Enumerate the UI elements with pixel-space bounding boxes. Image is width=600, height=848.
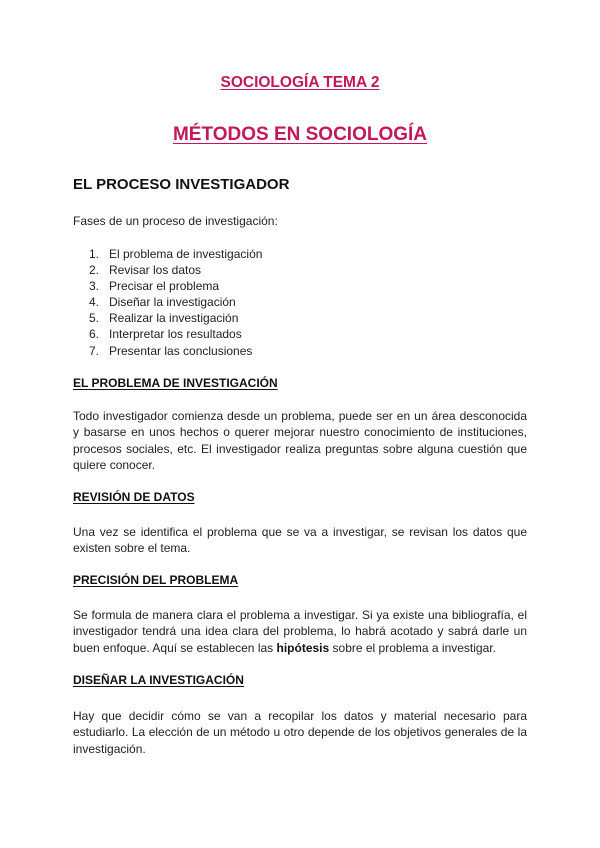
list-item: 4. Diseñar la investigación bbox=[88, 295, 236, 310]
list-item: 2. Revisar los datos bbox=[88, 263, 202, 278]
section-heading-diseno: DISEÑAR LA INVESTIGACIÓN bbox=[73, 673, 244, 687]
document-subtitle: MÉTODOS EN SOCIOLOGÍA bbox=[172, 124, 428, 145]
paragraph-diseno: Hay que decidir cómo se van a recopilar los datos y material necesario para estudiarlo. La elección de un método u otro depende de los objetivos generales de la investigación. bbox=[73, 709, 527, 756]
paragraph-revision: Una vez se identifica el problema que se va a investigar, se revisan los datos que existen sobre el tema. bbox=[73, 525, 527, 556]
section-heading-problema: EL PROBLEMA DE INVESTIGACIÓN bbox=[73, 376, 278, 390]
section-heading-proceso: EL PROCESO INVESTIGADOR bbox=[73, 176, 290, 193]
phases-intro: Fases de un proceso de investigación: bbox=[73, 214, 278, 228]
list-item: 3. Precisar el problema bbox=[88, 279, 220, 294]
keyword-hipotesis: hipótesis bbox=[276, 640, 330, 655]
list-item: 1. El problema de investigación bbox=[88, 247, 263, 261]
paragraph-precision: Se formula de manera clara el problema a investigar. Si ya existe una bibliografía, el investigador tendrá una idea clara del problema, lo habrá acotado y sabrá darle un buen enfoque. Aquí se establecen las hipótesis sobre el problema a investigar. bbox=[73, 608, 527, 655]
paragraph-problema: Todo investigador comienza desde un problema, puede ser en un área desconocida y basarse en unos hechos o querer mejorar nuestro conocimiento de instituciones, procesos sociales, etc. El investigador realiza preguntas sobre alguna cuestión que quiere conocer. bbox=[73, 409, 527, 473]
section-heading-precision: PRECISIÓN DEL PROBLEMA bbox=[73, 573, 239, 587]
list-item: 7. Presentar las conclusiones bbox=[88, 343, 253, 358]
list-item: 5. Realizar la investigación bbox=[88, 311, 239, 326]
document-title: SOCIOLOGÍA TEMA 2 bbox=[220, 74, 380, 91]
phases-list bbox=[73, 246, 262, 359]
section-heading-revision: REVISIÓN DE DATOS bbox=[73, 490, 195, 504]
list-item: 6. Interpretar los resultados bbox=[88, 327, 242, 342]
